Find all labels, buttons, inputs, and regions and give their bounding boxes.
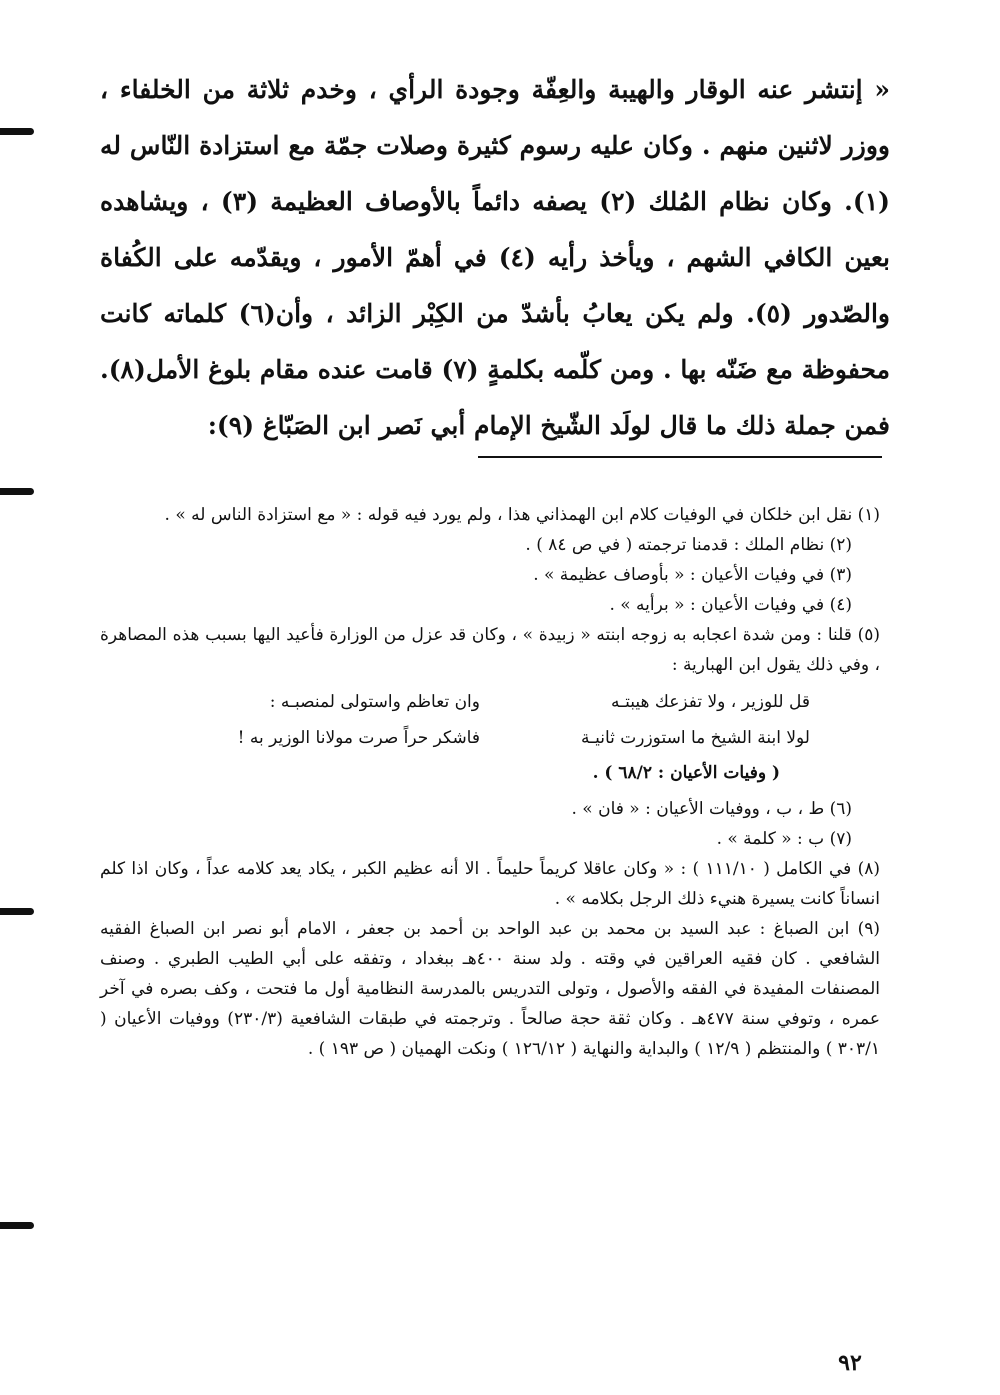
poem-hemistich: فاشكر حراً صرت مولانا الوزير به !	[237, 728, 480, 748]
page-number: ٩٢	[838, 1350, 862, 1376]
poem	[100, 684, 880, 756]
poem-hemistich: قل للوزير ، ولا تفزعك هيبتـه	[611, 692, 810, 712]
footnote-2: (٢) نظام الملك : قدمنا ترجمته ( في ص ٨٤ ) .	[525, 535, 852, 555]
poem-source: ( وفيات الأعيان : ٦٨/٢ ) .	[592, 763, 780, 783]
footnote-6: (٦) ط ، ب ، ووفيات الأعيان : « فان » .	[571, 799, 852, 819]
footnote-4: (٤) في وفيات الأعيان : « برأيه » .	[609, 595, 852, 615]
poem-line	[100, 720, 810, 756]
footnote-8: (٨) في الكامل ( ١١١/١٠ ) : « وكان عاقلا كريماً حليماً . الا أنه عظيم الكبر ، يكاد يعد كلامه عداً ، وكان اذا كلم انساناً كانت يسيرة هنيء ذلك الرجل بكلامه » .	[100, 859, 880, 909]
main-text	[100, 62, 890, 454]
footnote-7: (٧) ب : « كلمة » .	[716, 829, 852, 849]
margin-mark	[0, 488, 34, 495]
footnote-1: (١) نقل ابن خلكان في الوفيات كلام ابن الهمذاني هذا ، ولم يورد فيه قوله : « مع استزادة الناس له » .	[164, 505, 880, 525]
footnote-9: (٩) ابن الصباغ : عبد السيد بن محمد بن عبد الواحد بن أحمد بن جعفر ، الامام أبو نصر ابن الصباغ الفقيه الشافعي . كان فقيه العراقين في وقته . ولد سنة ٤٠٠هـ ببغداد ، وتفقه على أبي الطيب الطبري . وصنف المصنفات المفيدة في الفقه والأصول ، وتولى التدريس بالمدرسة النظامية أول ما فتحت ، وكف بصره في آخر عمره ، وتوفي سنة ٤٧٧هـ . وكان ثقة حجة صالحاً . وترجمته في طبقات الشافعية (٢٣٠/٣) ووفيات الأعيان ( ٣٠٣/١ ) والمنتظم ( ١٢/٩ ) والبداية والنهاية ( ١٢٦/١٢ ) ونكت الهميان ( ص ١٩٣ ) .	[100, 919, 880, 1059]
margin-mark	[0, 908, 34, 915]
footnote-separator	[478, 456, 882, 458]
poem-line	[100, 684, 810, 720]
poem-hemistich: لولا ابنة الشيخ ما استوزرت ثانيـة	[580, 728, 810, 748]
poem-hemistich: وان تعاظم واستولى لمنصبـه :	[269, 692, 480, 712]
footnote-5: (٥) قلنا : ومن شدة اعجابه به زوجه ابنته « زبيدة » ، وكان قد عزل من الوزارة فأعيد اليها بسبب هذه المصاهرة ، وفي ذلك يقول ابن الهبارية :	[100, 625, 880, 675]
margin-mark	[0, 1222, 34, 1229]
margin-mark	[0, 128, 34, 135]
footnotes	[100, 500, 880, 1064]
main-paragraph: « إنتشر عنه الوقار والهيبة والعِفّة وجودة الرأي ، وخدم ثلاثة من الخلفاء ، ووزر لاثنين منهم . وكان عليه رسوم كثيرة وصلات جمّة مع استزادة النّاس له (١). وكان نظام المُلك (٢) يصفه دائماً بالأوصاف العظيمة (٣) ، ويشاهده بعين الكافي الشهم ، ويأخذ رأيه (٤) في أهمّ الأمور ، ويقدّمه على الكُفاة والصّدور (٥). ولم يكن يعابُ بأشدّ من الكِبْر الزائد ، وأن(٦) كلماته كانت محفوظة مع ضَنّه بها . ومن كلّمه بكلمةٍ (٧) قامت عنده مقام بلوغ الأمل(٨). فمن جملة ذلك ما قال لولَد الشّيخ الإمام أبي نَصر ابن الصَبّاغ (٩):	[100, 75, 891, 440]
footnote-3: (٣) في وفيات الأعيان : « بأوصاف عظيمة » .	[533, 565, 852, 585]
